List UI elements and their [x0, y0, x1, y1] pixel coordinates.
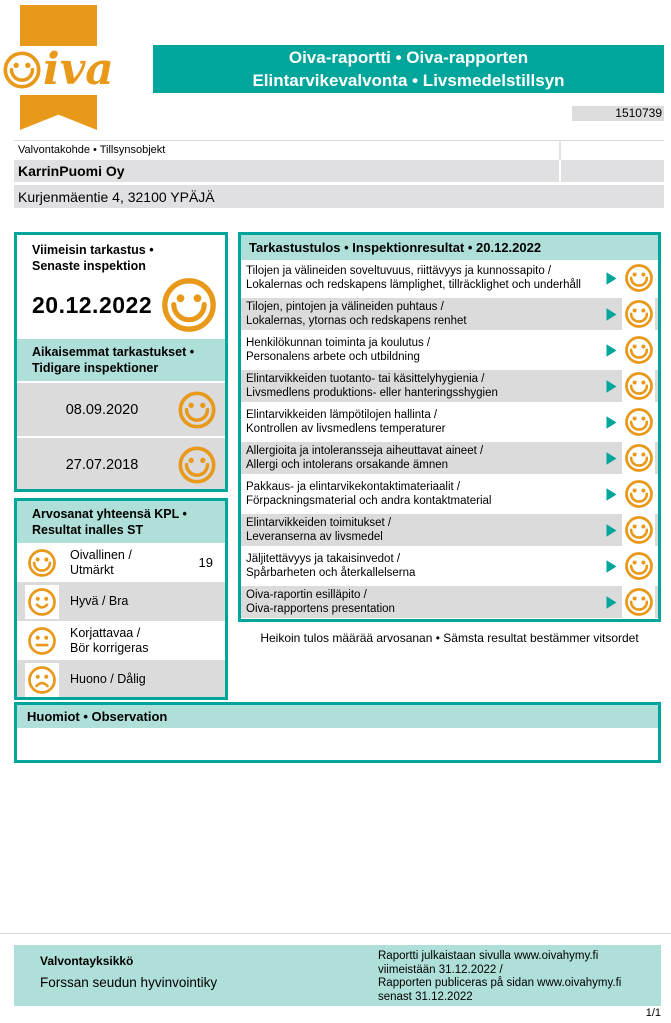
inspection-item-text — [246, 588, 604, 616]
logo-wordmark — [2, 44, 144, 96]
play-arrow-icon — [604, 450, 619, 467]
inspection-item-text — [246, 480, 604, 508]
grade-label — [70, 548, 132, 578]
smiley-background-box — [25, 585, 59, 619]
smiley-background-box — [622, 550, 655, 583]
inspection-item-text — [246, 444, 604, 472]
subject-cell-divider-bottom — [559, 160, 561, 182]
inspection-row — [241, 512, 658, 548]
inspection-item-text — [246, 300, 604, 328]
report-number-box: 1510739 — [572, 106, 664, 121]
smiley-background-box — [622, 586, 655, 619]
footer — [14, 945, 661, 1006]
grade-label-line1: Huono / Dålig — [70, 672, 146, 686]
grade-row — [17, 543, 225, 582]
play-arrow-icon — [604, 270, 619, 287]
logo-ribbon-top — [20, 5, 97, 46]
smiley-fair-icon — [27, 626, 57, 656]
smiley-excellent-icon — [624, 587, 654, 617]
play-arrow-icon — [604, 342, 619, 359]
smiley-excellent-icon — [624, 371, 654, 401]
footer-publish-line1: Raportti julkaistaan sivulla www.oivahymy.fi — [378, 950, 599, 962]
grade-label-line1: Korjattavaa / — [70, 625, 141, 640]
grade-rows — [17, 543, 225, 699]
grade-row — [17, 660, 225, 699]
grade-count: 19 — [198, 555, 213, 570]
footer-unit-label: Valvontayksikkö — [40, 954, 134, 968]
inspection-row — [241, 368, 658, 404]
smiley-background-box — [622, 370, 655, 403]
previous-inspection-date: 08.09.2020 — [65, 401, 139, 418]
inspection-item-line2: Lokalernas, ytornas och redskapens renhet — [246, 315, 467, 327]
inspection-item-line2: Allergi och intolerans orsakande ämnen — [246, 459, 449, 471]
observations-content — [17, 728, 658, 763]
footer-divider — [0, 933, 671, 934]
grade-label — [70, 626, 149, 656]
inspection-item-line1: Elintarvikkeiden lämpötilojen hallinta / — [246, 409, 438, 421]
latest-inspection-title — [17, 235, 225, 274]
footer-unit — [40, 954, 217, 990]
inspection-row — [241, 584, 658, 620]
play-arrow-icon — [604, 306, 619, 323]
inspection-item-line1: Tilojen ja välineiden soveltuvuus, riittävyys ja kunnossapito / — [246, 265, 552, 277]
inspection-item-line2: Lokalernas och redskapens lämplighet, tillräcklighet och underhåll — [246, 279, 581, 291]
latest-inspection-title-line2: Senaste inspektion — [32, 259, 146, 273]
inspection-item-line2: Oiva-rapportens presentation — [246, 603, 395, 615]
grade-label-line2: Bör korrigeras — [70, 640, 149, 655]
oiva-smiley-o-icon — [2, 50, 42, 90]
smiley-background-box — [622, 406, 655, 439]
latest-inspection-result — [17, 274, 225, 336]
inspection-item-line2: Livsmedlens produktions- eller hanteringsshygien — [246, 387, 498, 399]
smiley-excellent-icon — [177, 390, 217, 430]
smiley-background-box — [25, 663, 59, 697]
smiley-excellent-icon — [624, 407, 654, 437]
previous-inspections-header — [17, 339, 225, 381]
observations-header: Huomiot • Observation — [17, 705, 658, 728]
smiley-excellent-icon — [27, 548, 57, 578]
inspection-item-line1: Elintarvikkeiden toimitukset / — [246, 517, 392, 529]
inspection-item-line2: Leveranserna av livsmedel — [246, 531, 383, 543]
grades-title-line2: Resultat inalles ST — [32, 523, 144, 537]
smiley-excellent-icon — [624, 263, 654, 293]
play-arrow-icon — [604, 414, 619, 431]
inspection-item-text — [246, 552, 604, 580]
inspection-item-line1: Tilojen, pintojen ja välineiden puhtaus / — [246, 301, 444, 313]
play-arrow-icon — [604, 594, 619, 611]
smiley-background-box — [622, 262, 655, 295]
smiley-good-icon — [27, 587, 57, 617]
play-arrow-icon — [604, 378, 619, 395]
play-arrow-icon — [604, 522, 619, 539]
previous-inspection-row — [17, 383, 225, 436]
previous-inspections-title-line1: Aikaisemmat tarkastukset • — [32, 345, 195, 359]
inspection-item-text — [246, 516, 604, 544]
subject-name: KarrinPuomi Oy — [14, 160, 664, 182]
inspection-row — [241, 296, 658, 332]
previous-inspections-title-line2: Tidigare inspektioner — [32, 361, 159, 375]
subject-label: Valvontakohde • Tillsynsobjekt — [14, 141, 664, 160]
previous-inspection-row — [17, 438, 225, 491]
footer-publish-line3: Rapporten publiceras på sidan www.oivahymy.fi — [378, 977, 622, 989]
inspection-row — [241, 476, 658, 512]
smiley-excellent-icon — [624, 515, 654, 545]
subject-address: Kurjenmäentie 4, 32100 YPÄJÄ — [14, 185, 664, 208]
smiley-excellent-icon — [624, 551, 654, 581]
footer-unit-name: Forssan seudun hyvinvointiky — [40, 975, 218, 990]
inspection-rows — [241, 260, 658, 620]
inspection-item-line2: Personalens arbete och utbildning — [246, 351, 420, 363]
inspection-results-box — [238, 232, 661, 622]
inspection-item-line1: Allergioita ja intoleransseja aiheuttavat aineet / — [246, 445, 484, 457]
inspection-item-line1: Pakkaus- ja elintarvikekontaktimateriaalit / — [246, 481, 461, 493]
smiley-background-box — [622, 298, 655, 331]
inspection-row — [241, 404, 658, 440]
inspection-item-line1: Elintarvikkeiden tuotanto- tai käsittelyhygienia / — [246, 373, 485, 385]
footer-publish-line2: viimeistään 31.12.2022 / — [378, 963, 503, 976]
smiley-excellent-icon — [624, 479, 654, 509]
inspection-item-line1: Oiva-raportin esilläpito / — [246, 589, 367, 601]
smiley-background-box — [25, 546, 59, 580]
grades-summary-header — [17, 501, 225, 543]
banner-line-1: Oiva-raportti • Oiva-rapporten — [288, 48, 529, 67]
inspection-item-text — [246, 372, 604, 400]
report-title-banner — [153, 45, 664, 93]
logo-text: iva — [43, 44, 114, 95]
smiley-background-box — [622, 442, 655, 475]
grade-label-line1: Oivallinen / — [70, 547, 132, 562]
smiley-background-box — [622, 334, 655, 367]
play-arrow-icon — [604, 486, 619, 503]
footer-publish-info — [378, 950, 658, 1004]
smiley-excellent-icon — [624, 299, 654, 329]
smiley-background-box — [622, 514, 655, 547]
inspection-row — [241, 548, 658, 584]
grade-label-line1: Hyvä / Bra — [70, 594, 129, 608]
latest-inspection-box — [14, 232, 228, 492]
smiley-poor-icon — [27, 665, 57, 695]
smiley-excellent-icon — [177, 445, 217, 485]
smiley-excellent-icon — [160, 276, 218, 334]
play-arrow-icon — [604, 558, 619, 575]
footer-publish-line4: senast 31.12.2022 — [378, 990, 473, 1003]
grades-title-line1: Arvosanat yhteensä KPL • — [32, 507, 187, 521]
smiley-excellent-icon — [624, 443, 654, 473]
logo-ribbon-bottom — [20, 95, 97, 130]
inspection-item-line2: Förpackningsmaterial och andra kontaktmaterial — [246, 495, 492, 507]
grade-label-line2: Utmärkt — [70, 562, 114, 577]
observations-box — [14, 702, 661, 763]
inspection-results-header: Tarkastustulos • Inspektionresultat • 20.12.2022 — [241, 235, 658, 260]
subject-cell-divider-top — [559, 141, 561, 160]
inspection-item-line2: Spårbarheten och återkallelserna — [246, 567, 416, 579]
inspection-item-text — [246, 408, 604, 436]
inspection-item-line1: Jäljitettävyys ja takaisinvedot / — [246, 553, 401, 565]
grade-label — [70, 594, 128, 609]
grade-row — [17, 582, 225, 621]
smiley-excellent-icon — [624, 335, 654, 365]
inspection-row — [241, 440, 658, 476]
previous-inspection-date: 27.07.2018 — [65, 456, 139, 473]
latest-inspection-date: 20.12.2022 — [32, 291, 153, 318]
grade-label — [70, 672, 146, 687]
banner-line-2: Elintarvikevalvonta • Livsmedelstillsyn — [252, 71, 565, 90]
inspection-item-text — [246, 264, 604, 292]
inspection-row — [241, 332, 658, 368]
page-number: 1/1 — [645, 1007, 661, 1019]
smiley-background-box — [622, 478, 655, 511]
inspection-item-line2: Kontrollen av livsmedlens temperaturer — [246, 423, 446, 435]
smiley-background-box — [25, 624, 59, 658]
inspection-item-line1: Henkilökunnan toiminta ja koulutus / — [246, 337, 431, 349]
inspection-item-text — [246, 336, 604, 364]
grade-row — [17, 621, 225, 660]
latest-inspection-title-line1: Viimeisin tarkastus • — [32, 243, 154, 257]
inspection-row — [241, 260, 658, 296]
grades-summary-box — [14, 498, 228, 700]
results-footnote: Heikoin tulos määrää arvosanan • Sämsta resultat bestämmer vitsordet — [260, 631, 639, 645]
